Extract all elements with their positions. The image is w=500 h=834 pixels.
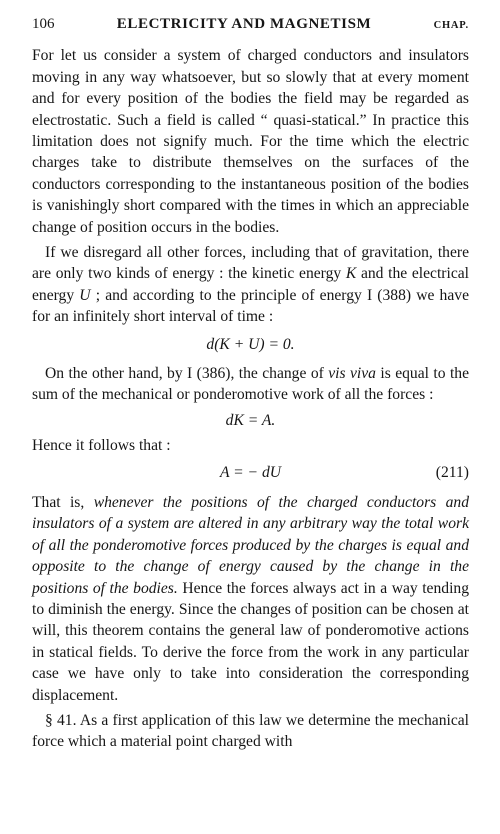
running-header bbox=[32, 14, 469, 36]
term-vis-viva: vis viva bbox=[328, 364, 376, 382]
running-title: ELECTRICITY AND MAGNETISM bbox=[116, 16, 372, 32]
text-run: ; and according to the principle of energy I (388) we have for an infinitely short interval of time : bbox=[32, 286, 469, 326]
text-run: On the other hand, by I (386), the change of bbox=[45, 364, 329, 382]
equation-energy-conservation bbox=[32, 334, 469, 356]
text-run: Hence the forces always act in a way tending to diminish the energy. Since the changes of position can be chosen at will, this theorem contains the general law of ponderomotive actions in statical fields. To derive the force from the work in any particular case we have only to take into consideration the corresponding displacement. bbox=[32, 579, 469, 704]
paragraph-section-41: § 41. As a first application of this law we determine the mechanical force which a material point charged with bbox=[32, 711, 469, 751]
equation-number: (211) bbox=[435, 463, 469, 481]
equation-211 bbox=[32, 462, 469, 484]
text-run: If we disregard all other forces, including that of gravitation, there are only two kinds of energy : the kinetic energy bbox=[32, 244, 469, 283]
chapter-marker: CHAP. bbox=[433, 20, 469, 31]
paragraph-energy bbox=[32, 242, 469, 328]
paragraph-quasi-statical: For let us consider a system of charged conductors and insulators moving in any way whatsoever, but so slowly that at every moment and for every position of the bodies the field may be regarded as electrostatic. Such a field is called “ quasi-statical.” In practice this limitation does not signify much. For the time which the electric charges take to distribute themselves on the surfaces of the conductors corresponding to the instantaneous position of the bodies is vanishingly short compared with the times in which an appreciable change of position occurs in the bodies. bbox=[32, 47, 469, 236]
symbol-k: K bbox=[345, 265, 357, 283]
text-run: and the electrical energy bbox=[32, 265, 470, 304]
equation-body: dK = A. bbox=[225, 411, 276, 429]
text-run: is equal to the sum of the mechanical or ponderomotive work of all the forces : bbox=[32, 364, 469, 404]
symbol-u: U bbox=[79, 286, 91, 304]
text-run: That is, bbox=[32, 493, 94, 511]
theorem-statement: whenever the positions of the charged conductors and insulators of a system are altered in any arbitrary way the total work of all the ponderomotive forces produced by the charges is equal and opposite to the change of energy caused by the change in the positions of the bodies. bbox=[32, 493, 469, 597]
paragraph-theorem bbox=[32, 492, 469, 706]
paragraph-hence: Hence it follows that : bbox=[32, 436, 171, 454]
equation-body: A = − dU bbox=[219, 463, 282, 481]
equation-body: d(K + U) = 0. bbox=[206, 335, 295, 353]
paragraph-vis-viva bbox=[32, 363, 469, 406]
equation-work bbox=[32, 410, 469, 432]
page-number: 106 bbox=[32, 16, 55, 32]
